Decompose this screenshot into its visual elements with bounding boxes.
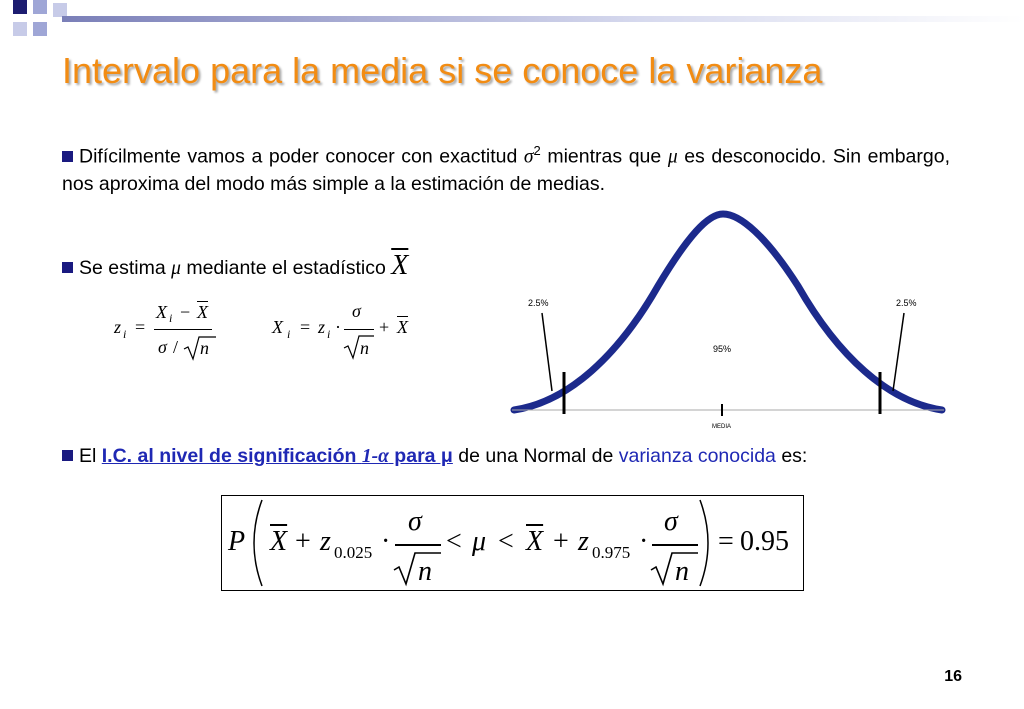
right-paren	[698, 498, 718, 588]
center-label: 95%	[713, 344, 732, 354]
bullet-marker	[62, 262, 73, 273]
axis-label: MEDIA	[712, 424, 732, 430]
bullet-paragraph-1: Difícilmente vamos a poder conocer con exactitud $\sigma^2$ mientras que μ es desconocido. Sin embargo, nos aproxima del modo más simple a la estimación de medias.	[62, 143, 951, 195]
bullet-marker	[62, 151, 73, 162]
corner-decoration	[0, 0, 1024, 40]
page-number: 16	[944, 668, 962, 685]
bullet-marker	[62, 450, 73, 461]
normal-distribution-figure	[508, 206, 950, 434]
right-tail-pointer	[893, 313, 904, 391]
left-tail-label: 2.5%	[528, 298, 549, 308]
right-tail-label: 2.5%	[896, 298, 917, 308]
bell-curve	[514, 214, 942, 410]
slide-title: Intervalo para la media si se conoce la varianza	[62, 50, 823, 91]
bullet-paragraph-3: El I.C. al nivel de significación 1-α para μ de una Normal de varianza conocida es:	[62, 443, 950, 470]
left-tail-pointer	[542, 313, 552, 391]
sqrt-symbol	[343, 334, 375, 362]
left-paren	[244, 498, 264, 588]
bullet-paragraph-2: Se estima μ mediante el estadístico $\overline{X}$	[62, 252, 512, 282]
